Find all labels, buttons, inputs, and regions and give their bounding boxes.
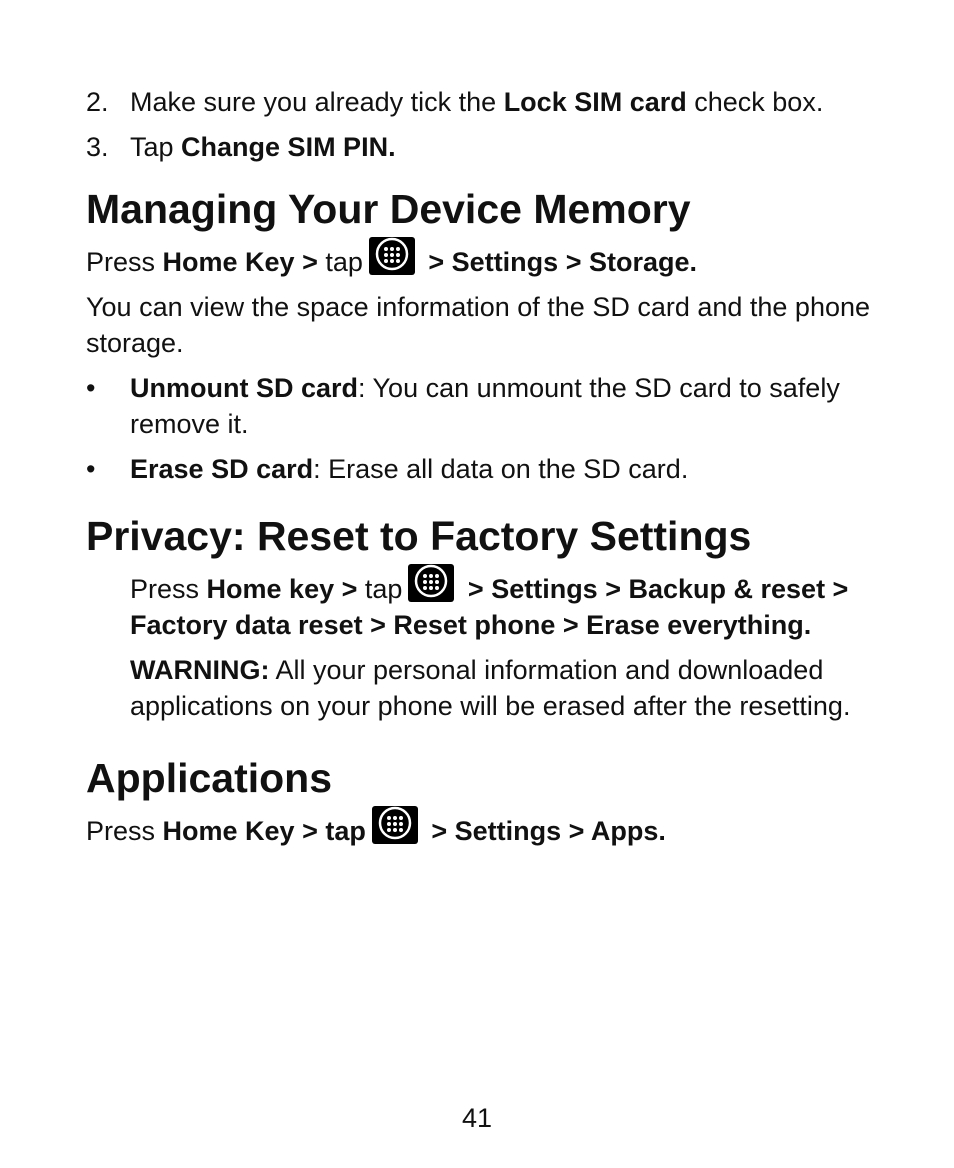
apps-path [86,806,906,849]
step-number: 3. [86,132,109,162]
path-rest: > Settings > Apps. [423,816,666,846]
step-text: Tap [130,132,182,162]
warning-label: WARNING: [130,655,270,685]
bullet-mark: • [86,373,96,403]
bullet-term: Erase SD card [130,454,314,484]
warning-text: All your personal information and downloaded applications on your phone will be erased after the resetting. [130,655,851,721]
memory-description: You can view the space information of the SD card and the phone storage. [86,292,871,358]
bullet-mark: • [86,454,96,484]
path-rest: > Settings > Storage. [420,247,697,277]
path-tap: tap [364,574,403,604]
step-bold: Change SIM PIN. [181,132,396,162]
bullet-term: Unmount SD card [130,373,359,403]
bullet-erase [86,451,906,487]
path-tap: tap [325,247,363,277]
step-text-end: check box. [686,87,824,117]
page-number: 41 [461,1103,493,1133]
apps-launcher-icon [372,806,418,844]
apps-launcher-icon [408,564,454,602]
privacy-warning [86,652,906,724]
path-rest: > Settings > Backup & reset > Factory data reset > Reset phone > Erase everything. [130,574,849,640]
path-home: Home Key > tap [162,816,366,846]
heading-applications: Applications [86,755,333,801]
privacy-path [86,564,906,643]
heading-privacy: Privacy: Reset to Factory Settings [86,513,752,559]
memory-path [86,237,906,280]
step-3 [86,129,906,165]
step-number: 2. [86,87,109,117]
path-press: Press [86,247,163,277]
bullet-text: : Erase all data on the SD card. [313,454,689,484]
path-press: Press [86,816,163,846]
apps-launcher-icon [369,237,415,275]
path-home: Home Key > [162,247,326,277]
document-page [86,84,906,849]
step-2 [86,84,906,120]
step-bold: Lock SIM card [503,87,687,117]
path-press: Press [130,574,207,604]
path-home: Home key > [206,574,365,604]
bullet-text: : You can unmount the SD card to safely remove it. [130,373,840,439]
bullet-unmount [86,370,906,442]
step-text: Make sure you already tick the [130,87,504,117]
heading-memory: Managing Your Device Memory [86,186,691,232]
